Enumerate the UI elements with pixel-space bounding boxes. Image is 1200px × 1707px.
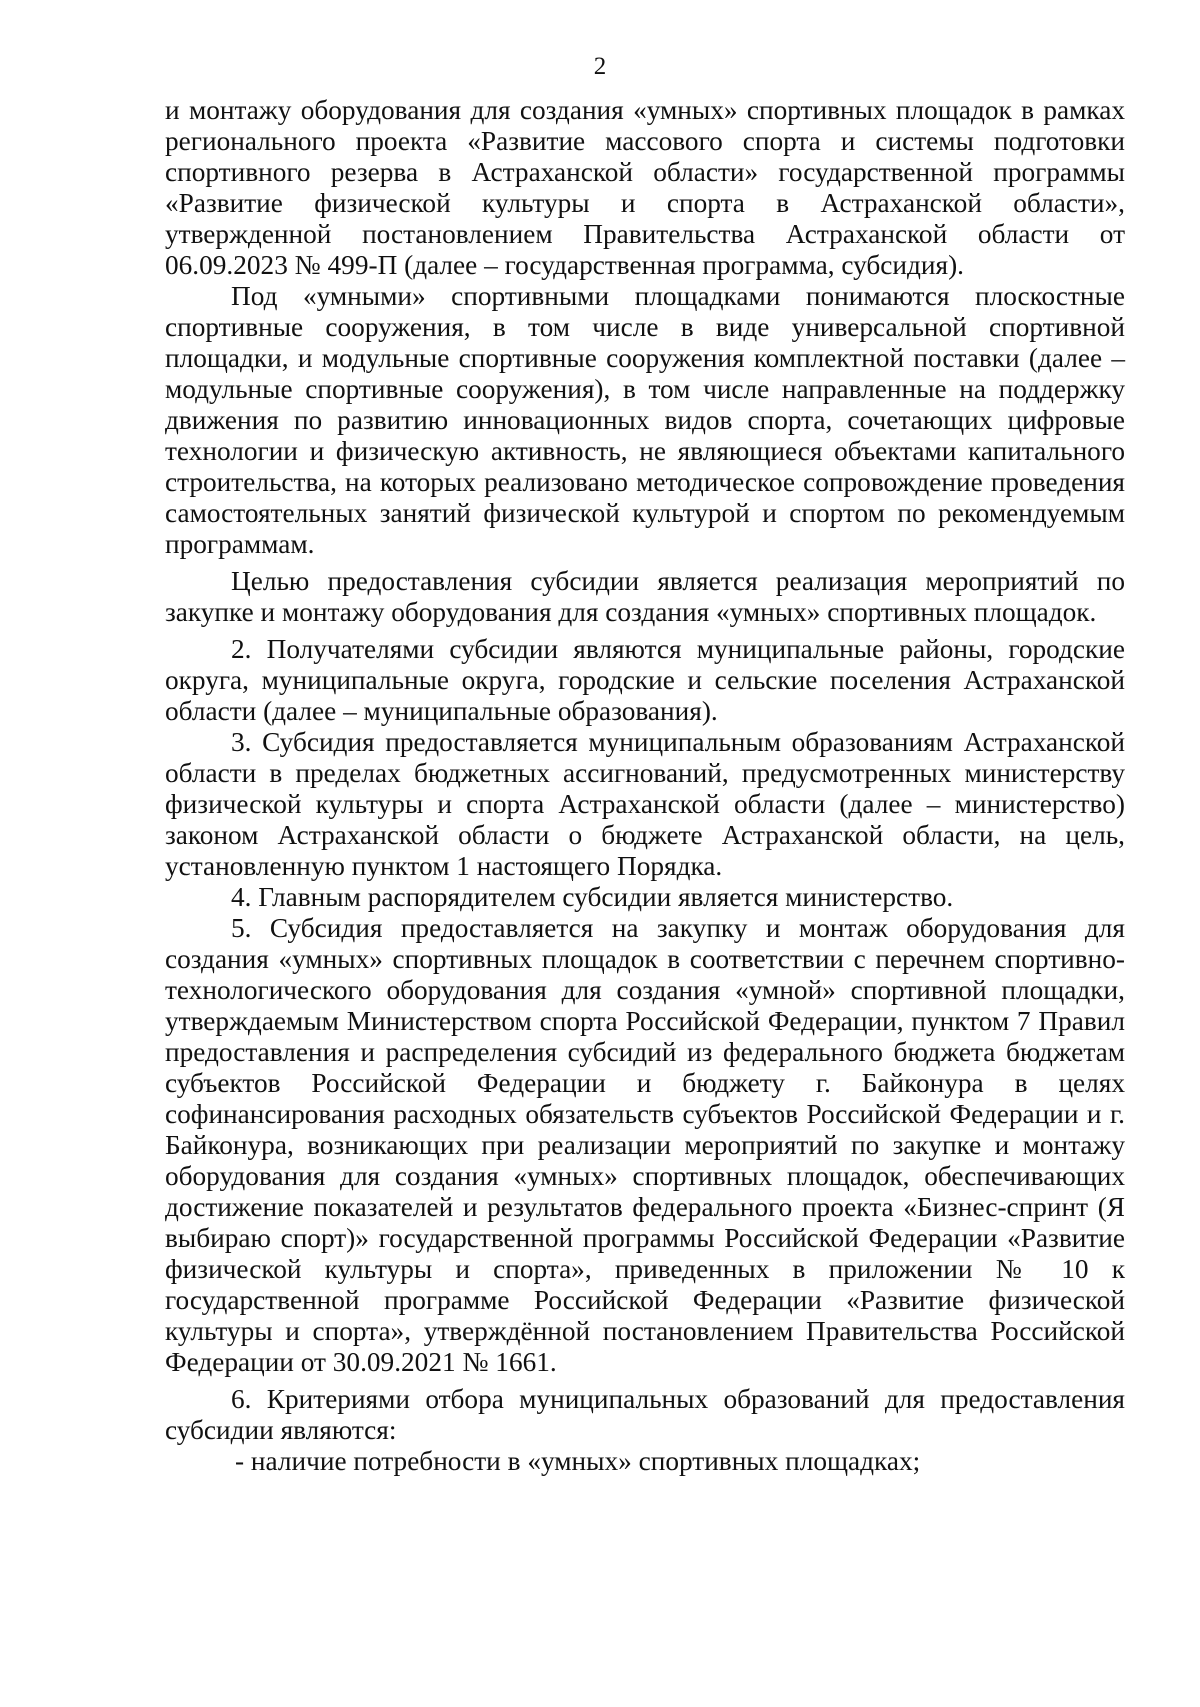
paragraph-continuation: и монтажу оборудования для создания «умных» спортивных площадок в рамках регионального проекта «Развитие массового спорта и системы подготовки спортивного резерва в Астраханской области» государственной программы «Развитие физической культуры и спорта в Астраханской области», утвержденной постановлением Правительства Астраханской области от 06.09.2023 № 499-П (далее – государственная программа, субсидия). bbox=[165, 95, 1125, 280]
paragraph-item-5: 5. Субсидия предоставляется на закупку и монтаж оборудования для создания «умных» спортивных площадок в соответствии с перечнем спортивно-технологического оборудования для создания «умной» спортивной площадки, утверждаемым Министерством спорта Российской Федерации, пунктом 7 Правил предоставления и распределения субсидий из федерального бюджета бюджетам субъектов Российской Федерации и бюджету г. Байконура в целях софинансирования расходных обязательств субъектов Российской Федерации и г. Байконура, возникающих при реализации мероприятий по закупке и монтажу оборудования для создания «умных» спортивных площадок, обеспечивающих достижение показателей и результатов федерального проекта «Бизнес-спринт (Я выбираю спорт)» государственной программы Российской Федерации «Развитие физической культуры и спорта», приведенных в приложении № 10 к государственной программе Российской Федерации «Развитие физической культуры и спорта», утверждённой постановлением Правительства Российской Федерации от 30.09.2021 № 1661. bbox=[165, 913, 1125, 1377]
paragraph-item-6: 6. Критериями отбора муниципальных образований для предоставления субсидии являются: bbox=[165, 1384, 1125, 1445]
paragraph-smart-sites-definition: Под «умными» спортивными площадками понимаются плоскостные спортивные сооружения, в том числе в виде универсальной спортивной площадки, и модульные спортивные сооружения комплектной поставки (далее – модульные спортивные сооружения), в том числе направленные на поддержку движения по развитию инновационных видов спорта, сочетающих цифровые технологии и физическую активность, не являющиеся объектами капитального строительства, на которых реализовано методическое сопровождение проведения самостоятельных занятий физической культурой и спортом по рекомендуемым программам. bbox=[165, 281, 1125, 559]
paragraph-item-4: 4. Главным распорядителем субсидии является министерство. bbox=[231, 882, 954, 912]
list-item-criterion-1: - наличие потребности в «умных» спортивных площадках; bbox=[235, 1446, 921, 1476]
paragraph-subsidy-goal: Целью предоставления субсидии является реализация мероприятий по закупке и монтажу оборудования для создания «умных» спортивных площадок. bbox=[165, 566, 1125, 627]
paragraph-item-2: 2. Получателями субсидии являются муниципальные районы, городские округа, муниципальные округа, городские и сельские поселения Астраханской области (далее – муниципальные образования). bbox=[165, 634, 1125, 726]
document-body bbox=[165, 95, 1125, 1477]
paragraph-item-3: 3. Субсидия предоставляется муниципальным образованиям Астраханской области в пределах бюджетных ассигнований, предусмотренных министерству физической культуры и спорта Астраханской области (далее – министерство) законом Астраханской области о бюджете Астраханской области, на цель, установленную пунктом 1 настоящего Порядка. bbox=[165, 727, 1125, 881]
page-number: 2 bbox=[593, 53, 607, 80]
